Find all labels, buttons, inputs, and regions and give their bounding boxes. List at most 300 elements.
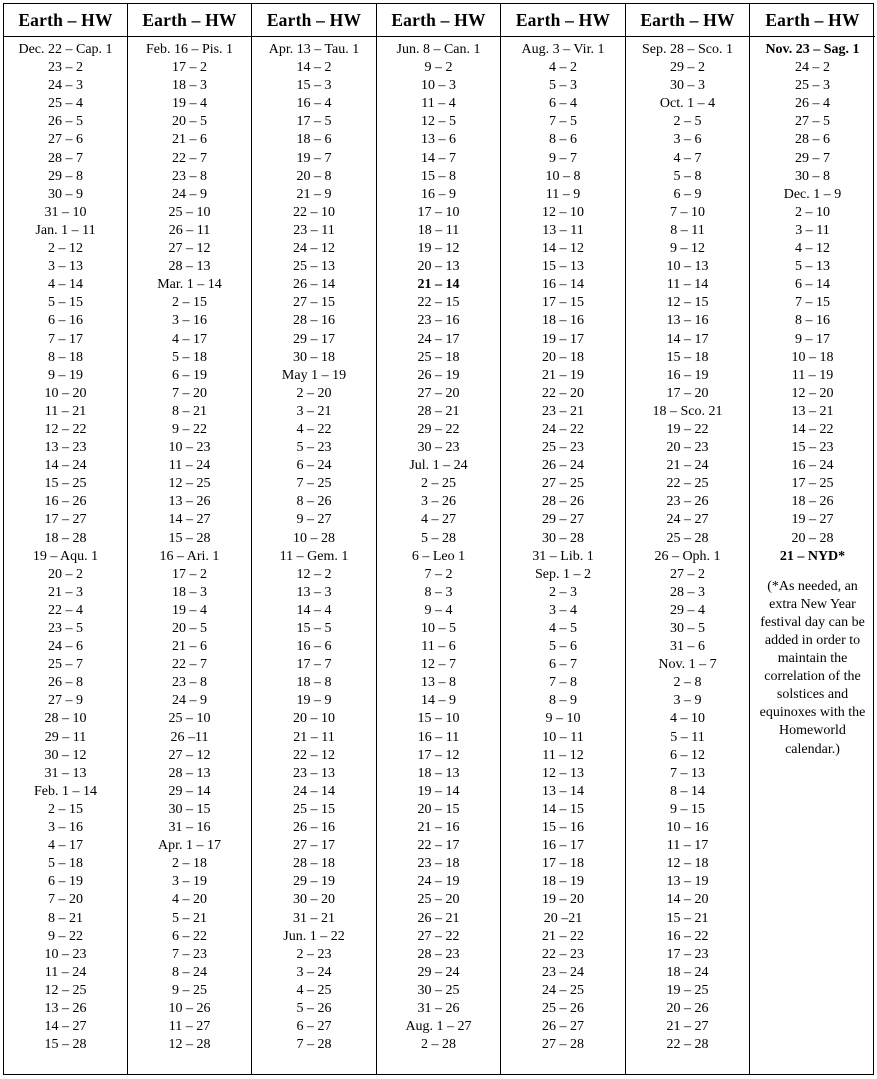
date-correlation-cell: 20 – 26 xyxy=(666,1000,709,1016)
date-correlation-cell: Sep. 1 – 2 xyxy=(535,566,591,582)
date-correlation-cell: 8 – 9 xyxy=(549,693,577,709)
date-correlation-cell: 25 – 26 xyxy=(542,1000,584,1016)
date-correlation-cell: 26 – 4 xyxy=(795,96,830,112)
date-correlation-cell: 24 – 14 xyxy=(293,783,335,799)
date-correlation-cell: 16 – 22 xyxy=(666,928,709,944)
date-correlation-cell: 22 – 15 xyxy=(417,295,460,311)
date-correlation-cell: 28 – 23 xyxy=(417,946,460,962)
date-correlation-cell: 6 – 16 xyxy=(48,313,83,329)
date-correlation-cell: 25 – 13 xyxy=(293,259,335,275)
date-correlation-cell: 2 – 15 xyxy=(48,801,83,817)
date-correlation-cell: 2 – 18 xyxy=(172,856,207,872)
date-correlation-cell: 22 – 25 xyxy=(666,476,709,492)
date-correlation-cell: 23 – 26 xyxy=(666,494,709,510)
date-correlation-cell: 15 – 10 xyxy=(417,711,460,727)
date-correlation-cell: 12 – 22 xyxy=(44,421,87,437)
date-correlation-cell: 9 – 2 xyxy=(424,60,453,76)
date-correlation-cell: 29 – 8 xyxy=(48,168,83,184)
date-correlation-cell: Mar. 1 – 14 xyxy=(157,277,222,293)
date-correlation-cell: 5 – 18 xyxy=(172,349,207,365)
date-correlation-cell: 3 – 19 xyxy=(172,874,207,890)
column-header: Earth – HW xyxy=(252,4,376,37)
date-correlation-cell: 13 – 23 xyxy=(44,440,87,456)
date-correlation-cell: 14 – 9 xyxy=(421,693,456,709)
date-correlation-cell: 10 – 5 xyxy=(421,621,456,636)
date-correlation-cell: 22 – 12 xyxy=(293,747,335,763)
date-correlation-cell: 2 – 8 xyxy=(673,675,702,691)
date-correlation-cell: 17 – 27 xyxy=(44,512,87,528)
date-correlation-cell: 13 – 21 xyxy=(791,403,834,419)
column-cells xyxy=(626,37,749,1054)
date-correlation-cell: 16 – 6 xyxy=(296,639,332,655)
column-header: Earth – HW xyxy=(128,4,251,37)
date-correlation-cell: 20 – 5 xyxy=(172,621,207,636)
date-correlation-cell: 17 – 12 xyxy=(417,747,460,763)
date-correlation-cell: 16 – 19 xyxy=(666,367,709,383)
date-correlation-cell: 15 – 3 xyxy=(296,78,332,94)
date-correlation-cell: 7 – 13 xyxy=(670,765,705,781)
date-correlation-cell: 6 – Leo 1 xyxy=(411,548,466,564)
date-correlation-cell: 9 – 12 xyxy=(670,241,705,257)
date-correlation-cell: 21 – 6 xyxy=(172,132,207,148)
date-correlation-cell: 10 – 28 xyxy=(293,530,335,546)
date-correlation-cell: 6 – 12 xyxy=(670,747,705,763)
date-correlation-cell: 12 – 25 xyxy=(44,982,87,998)
date-correlation-cell: 4 – 17 xyxy=(48,838,83,854)
date-correlation-cell: 28 – 6 xyxy=(795,132,830,148)
date-correlation-cell: 24 – 2 xyxy=(795,60,830,76)
date-correlation-cell: 19 – Aqu. 1 xyxy=(32,548,99,564)
date-correlation-cell: 12 – 5 xyxy=(421,114,456,130)
date-correlation-cell: 23 – 2 xyxy=(48,60,83,76)
date-correlation-cell: Aug. 1 – 27 xyxy=(405,1019,472,1035)
date-correlation-cell: 21 – 27 xyxy=(666,1019,709,1035)
date-correlation-cell: 22 – 7 xyxy=(172,657,207,673)
date-correlation-cell: 23 – 5 xyxy=(48,621,83,636)
date-correlation-cell: 19 – 17 xyxy=(542,331,584,347)
date-correlation-cell: 27 – 12 xyxy=(168,241,211,257)
date-correlation-cell: 3 – 11 xyxy=(795,222,830,238)
date-correlation-cell: 6 – 24 xyxy=(296,458,332,474)
date-correlation-cell: 19 – 4 xyxy=(172,602,207,618)
date-correlation-cell: 8 – 16 xyxy=(795,313,830,329)
date-correlation-cell: 29 – 22 xyxy=(417,421,460,437)
date-correlation-cell: 6 – 22 xyxy=(172,928,207,944)
date-correlation-cell: 13 – 26 xyxy=(44,1000,87,1016)
date-correlation-cell: 19 – 20 xyxy=(542,892,584,908)
date-correlation-cell: 5 – 28 xyxy=(421,530,456,546)
date-correlation-cell: 10 – 8 xyxy=(545,168,581,184)
date-correlation-cell: 9 – 7 xyxy=(549,150,577,166)
date-correlation-cell: 12 – 25 xyxy=(168,476,211,492)
date-correlation-cell: 26 – 27 xyxy=(542,1019,584,1035)
date-correlation-cell: 23 – 11 xyxy=(293,222,335,238)
date-correlation-cell: 4 – 12 xyxy=(795,241,830,257)
date-correlation-cell: Dec. 22 – Cap. 1 xyxy=(18,42,113,57)
date-correlation-cell: 11 – 17 xyxy=(666,838,709,854)
date-correlation-cell: 6 – 19 xyxy=(48,874,83,890)
date-correlation-cell: 26 – 24 xyxy=(542,458,584,474)
date-correlation-cell: 14 – 4 xyxy=(296,602,332,618)
date-correlation-cell: 15 – 23 xyxy=(791,440,834,456)
date-correlation-cell: 5 – 6 xyxy=(549,639,577,655)
date-correlation-cell: 15 – 21 xyxy=(666,910,709,926)
date-correlation-cell: 13 – 3 xyxy=(296,584,332,600)
date-correlation-cell: 2 – 15 xyxy=(172,295,207,311)
calendar-column-2 xyxy=(128,4,252,1074)
date-correlation-cell: 17 – 2 xyxy=(172,566,207,582)
date-correlation-cell: 26 – 14 xyxy=(293,277,335,293)
date-correlation-cell: 7 – 10 xyxy=(670,204,705,220)
date-correlation-cell: 9 – 4 xyxy=(424,602,453,618)
date-correlation-cell: 29 – 19 xyxy=(293,874,335,890)
date-correlation-cell: 25 – 4 xyxy=(48,96,83,112)
date-correlation-cell: 6 – 9 xyxy=(673,186,702,202)
date-correlation-cell: 9 – 22 xyxy=(172,421,207,437)
date-correlation-cell: 17 – 15 xyxy=(542,295,584,311)
date-correlation-cell: 4 – 7 xyxy=(673,150,702,166)
date-correlation-cell: 13 – 26 xyxy=(168,494,211,510)
date-correlation-cell: 22 – 10 xyxy=(293,204,335,220)
column-cells xyxy=(252,37,376,1054)
date-correlation-cell: 10 – 23 xyxy=(168,440,211,456)
calendar-column-6 xyxy=(626,4,750,1074)
date-correlation-cell: 8 – 21 xyxy=(172,403,207,419)
date-correlation-cell: 19 – 9 xyxy=(296,693,332,709)
date-correlation-cell: 18 – 3 xyxy=(172,78,207,94)
date-correlation-cell: 23 – 8 xyxy=(172,168,207,184)
date-correlation-cell: 15 – 16 xyxy=(542,820,584,836)
date-correlation-cell: 14 – 27 xyxy=(44,1019,87,1035)
date-correlation-cell: 25 – 23 xyxy=(542,440,584,456)
date-correlation-cell: 17 – 2 xyxy=(172,60,207,76)
date-correlation-cell: 5 – 23 xyxy=(296,440,332,456)
date-correlation-cell: 18 – 8 xyxy=(296,675,332,691)
date-correlation-cell: 24 – 27 xyxy=(666,512,709,528)
date-correlation-cell: 24 – 17 xyxy=(417,331,460,347)
date-correlation-cell: 14 – 12 xyxy=(542,241,584,257)
date-correlation-cell: 24 – 19 xyxy=(417,874,460,890)
date-correlation-cell: 19 – 4 xyxy=(172,96,207,112)
date-correlation-cell: 21 – 6 xyxy=(172,639,207,655)
date-correlation-cell: 8 – 24 xyxy=(172,964,207,980)
date-correlation-cell: 5 – 21 xyxy=(172,910,207,926)
column-header: Earth – HW xyxy=(4,4,127,37)
date-correlation-cell: 21 – NYD* xyxy=(779,548,846,564)
date-correlation-cell: 10 – 11 xyxy=(542,729,584,745)
date-correlation-cell: 19 – 12 xyxy=(417,241,460,257)
date-correlation-cell: 31 – 6 xyxy=(670,639,705,655)
date-correlation-cell: 4 – 2 xyxy=(549,60,577,76)
date-correlation-cell: Feb. 1 – 14 xyxy=(34,783,97,799)
column-cells xyxy=(501,37,625,1054)
date-correlation-cell: 18 – 28 xyxy=(44,530,87,546)
date-correlation-cell: 18 – 3 xyxy=(172,584,207,600)
column-cells xyxy=(128,37,251,1054)
date-correlation-cell: 13 – 11 xyxy=(542,222,584,238)
date-correlation-cell: 10 – 26 xyxy=(168,1000,211,1016)
date-correlation-cell: 3 – 21 xyxy=(296,403,332,419)
date-correlation-cell: 6 – 27 xyxy=(296,1019,332,1035)
date-correlation-cell: 17 – 7 xyxy=(296,657,332,673)
date-correlation-cell: 12 – 15 xyxy=(666,295,709,311)
date-correlation-cell: 3 – 16 xyxy=(172,313,207,329)
date-correlation-cell: 14 – 20 xyxy=(666,892,709,908)
date-correlation-cell: 8 – 6 xyxy=(549,132,577,148)
date-correlation-cell: 4 – 5 xyxy=(549,621,577,636)
footnote: (*As needed, an extra New Year festival day can be added in order to maintain the correlation of the solstices and equinoxes with the Homeworld calendar.) xyxy=(759,578,866,757)
date-correlation-cell: 11 – 27 xyxy=(168,1019,211,1035)
date-correlation-cell: 5 – 18 xyxy=(48,856,83,872)
date-correlation-cell: 28 – 7 xyxy=(48,150,83,166)
date-correlation-cell: Jun. 8 – Can. 1 xyxy=(396,42,481,57)
date-correlation-cell: 20 –21 xyxy=(543,910,583,926)
date-correlation-cell: 30 – 9 xyxy=(48,186,83,202)
date-correlation-cell: 22 – 4 xyxy=(48,602,83,618)
date-correlation-cell: 8 – 3 xyxy=(424,584,453,600)
date-correlation-cell: 4 – 25 xyxy=(296,982,332,998)
date-correlation-cell: 12 – 20 xyxy=(791,385,834,401)
date-correlation-cell: May 1 – 19 xyxy=(281,367,347,383)
date-correlation-cell: 7 – 15 xyxy=(795,295,830,311)
date-correlation-cell: 3 – 16 xyxy=(48,820,83,836)
date-correlation-cell: 5 – 13 xyxy=(795,259,830,275)
date-correlation-cell: 2 – 3 xyxy=(549,584,577,600)
date-correlation-cell: 30 – 5 xyxy=(670,621,705,636)
date-correlation-cell: 25 – 15 xyxy=(293,801,335,817)
date-correlation-cell: 8 – 26 xyxy=(296,494,332,510)
date-correlation-cell: 15 – 18 xyxy=(666,349,709,365)
date-correlation-cell: 10 – 16 xyxy=(666,820,709,836)
date-correlation-cell: 30 – 25 xyxy=(417,982,460,998)
date-correlation-cell: 24 – 9 xyxy=(172,186,207,202)
column-header: Earth – HW xyxy=(750,4,875,37)
date-correlation-cell: 27 – 12 xyxy=(168,747,211,763)
date-correlation-cell: 20 – 13 xyxy=(417,259,460,275)
date-correlation-cell: 5 – 3 xyxy=(549,78,577,94)
date-correlation-cell: 27 – 2 xyxy=(670,566,705,582)
date-correlation-cell: 30 – 12 xyxy=(44,747,87,763)
date-correlation-cell: 4 – 10 xyxy=(670,711,705,727)
date-correlation-cell: 2 – 20 xyxy=(296,385,332,401)
date-correlation-cell: 10 – 13 xyxy=(666,259,709,275)
date-correlation-cell: 21 – 3 xyxy=(48,584,83,600)
date-correlation-cell: 26 – 19 xyxy=(417,367,460,383)
date-correlation-cell: 2 – 23 xyxy=(296,946,332,962)
date-correlation-cell: 15 – 13 xyxy=(542,259,584,275)
date-correlation-cell: 27 – 17 xyxy=(293,838,335,854)
date-correlation-cell: 18 – 16 xyxy=(542,313,584,329)
date-correlation-cell: 29 – 24 xyxy=(417,964,460,980)
date-correlation-cell: 28 – 10 xyxy=(44,711,87,727)
date-correlation-cell: 5 – 8 xyxy=(673,168,702,184)
date-correlation-cell: 21 – 11 xyxy=(293,729,335,745)
date-correlation-cell: 5 – 11 xyxy=(670,729,705,745)
date-correlation-cell: 8 – 11 xyxy=(670,222,705,238)
date-correlation-cell: 3 – 6 xyxy=(673,132,702,148)
date-correlation-cell: 12 – 28 xyxy=(168,1037,211,1053)
date-correlation-cell: 28 – 18 xyxy=(293,856,335,872)
date-correlation-cell: 14 – 22 xyxy=(791,421,834,437)
date-correlation-cell: 29 – 14 xyxy=(168,783,211,799)
date-correlation-cell: 23 – 18 xyxy=(417,856,460,872)
date-correlation-cell: 18 – Sco. 21 xyxy=(652,403,723,419)
date-correlation-cell: 31 – 26 xyxy=(417,1000,460,1016)
date-correlation-cell: 28 – 21 xyxy=(417,403,460,419)
date-correlation-cell: 7 – 20 xyxy=(48,892,83,908)
date-correlation-cell: 9 – 15 xyxy=(670,801,705,817)
date-correlation-cell: 6 – 7 xyxy=(549,657,577,673)
date-correlation-cell: 31 – 13 xyxy=(44,765,87,781)
date-correlation-cell: 8 – 14 xyxy=(670,783,705,799)
date-correlation-cell: 21 – 22 xyxy=(542,928,584,944)
date-correlation-cell: 2 – 12 xyxy=(48,241,83,257)
date-correlation-cell: 30 – 28 xyxy=(542,530,584,546)
date-correlation-cell: 15 – 8 xyxy=(421,168,456,184)
date-correlation-cell: 16 – 24 xyxy=(791,458,834,474)
date-correlation-cell: 6 – 4 xyxy=(549,96,577,112)
date-correlation-cell: 20 – 15 xyxy=(417,801,460,817)
date-correlation-cell: 14 – 27 xyxy=(168,512,211,528)
date-correlation-cell: 29 – 27 xyxy=(542,512,584,528)
date-correlation-cell: 11 – 19 xyxy=(791,367,834,383)
date-correlation-cell: 30 – 3 xyxy=(670,78,705,94)
date-correlation-cell: 4 – 20 xyxy=(172,892,207,908)
date-correlation-cell: Jun. 1 – 22 xyxy=(283,928,345,944)
date-correlation-cell: 17 – 18 xyxy=(542,856,584,872)
date-correlation-cell: 19 – 7 xyxy=(296,150,332,166)
date-correlation-cell: 22 – 20 xyxy=(542,385,584,401)
date-correlation-cell: 17 – 20 xyxy=(666,385,709,401)
date-correlation-cell: 31 – Lib. 1 xyxy=(532,548,594,564)
date-correlation-cell: 13 – 6 xyxy=(421,132,456,148)
date-correlation-cell: Jan. 1 – 11 xyxy=(35,222,96,238)
date-correlation-cell: 11 – 24 xyxy=(44,964,87,980)
date-correlation-cell: 27 – 15 xyxy=(293,295,335,311)
date-correlation-cell: 27 – 20 xyxy=(417,385,460,401)
date-correlation-cell: 19 – 22 xyxy=(666,421,709,437)
date-correlation-cell: 15 – 5 xyxy=(296,621,332,636)
date-correlation-cell: 30 – 20 xyxy=(293,892,335,908)
date-correlation-cell: 9 – 25 xyxy=(172,982,207,998)
date-correlation-cell: 16 – Ari. 1 xyxy=(159,548,220,564)
date-correlation-cell: 16 – 9 xyxy=(421,186,456,202)
date-correlation-cell: 24 – 12 xyxy=(293,241,335,257)
date-correlation-cell: 21 – 24 xyxy=(666,458,709,474)
date-correlation-cell: 3 – 4 xyxy=(549,602,577,618)
date-correlation-cell: 21 – 9 xyxy=(296,186,332,202)
date-correlation-cell: 20 – 18 xyxy=(542,349,584,365)
date-correlation-cell: 15 – 28 xyxy=(44,1037,87,1053)
date-correlation-cell: 2 – 25 xyxy=(421,476,456,492)
calendar-column-4 xyxy=(377,4,501,1074)
date-correlation-cell: 7 – 28 xyxy=(296,1037,332,1053)
date-correlation-cell: 23 – 16 xyxy=(417,313,460,329)
date-correlation-cell: 3 – 24 xyxy=(296,964,332,980)
date-correlation-cell: Apr. 13 – Tau. 1 xyxy=(268,42,360,57)
date-correlation-cell: 15 – 25 xyxy=(44,476,87,492)
date-correlation-cell: 28 – 16 xyxy=(293,313,335,329)
date-correlation-cell: 7 – 5 xyxy=(549,114,577,130)
calendar-column-5 xyxy=(501,4,626,1074)
date-correlation-cell: 9 – 27 xyxy=(296,512,332,528)
date-correlation-cell: 13 – 14 xyxy=(542,783,584,799)
date-correlation-cell: 18 – 11 xyxy=(417,222,460,238)
date-correlation-cell: 30 – 18 xyxy=(293,349,335,365)
date-correlation-cell: 12 – 13 xyxy=(542,765,584,781)
date-correlation-cell: 20 – 5 xyxy=(172,114,207,130)
date-correlation-cell: Nov. 23 – Sag. 1 xyxy=(765,42,860,57)
calendar-column-3 xyxy=(252,4,377,1074)
date-correlation-cell: 23 – 13 xyxy=(293,765,335,781)
date-correlation-cell: 29 – 4 xyxy=(670,602,705,618)
date-correlation-cell: 28 – 3 xyxy=(670,584,705,600)
date-correlation-cell: 9 – 17 xyxy=(795,331,830,347)
date-correlation-cell: 27 – 9 xyxy=(48,693,83,709)
date-correlation-cell: 11 – 24 xyxy=(168,458,211,474)
date-correlation-cell: Aug. 3 – Vir. 1 xyxy=(521,42,605,57)
date-correlation-cell: 13 – 19 xyxy=(666,874,709,890)
date-correlation-cell: 3 – 13 xyxy=(48,259,83,275)
date-correlation-cell: 9 – 22 xyxy=(48,928,83,944)
date-correlation-cell: 19 – 25 xyxy=(666,982,709,998)
date-correlation-cell: 25 – 20 xyxy=(417,892,460,908)
date-correlation-cell: 12 – 18 xyxy=(666,856,709,872)
date-correlation-cell: 26 – 21 xyxy=(417,910,460,926)
date-correlation-cell: Nov. 1 – 7 xyxy=(658,657,717,673)
date-correlation-cell: 11 – 12 xyxy=(542,747,584,763)
date-correlation-cell: 31 – 10 xyxy=(44,204,87,220)
date-correlation-cell: 2 – 5 xyxy=(673,114,702,130)
date-correlation-cell: 21 – 16 xyxy=(417,820,460,836)
date-correlation-cell: 12 – 10 xyxy=(542,204,584,220)
date-correlation-cell: 8 – 18 xyxy=(48,349,83,365)
date-correlation-cell: 5 – 26 xyxy=(296,1000,332,1016)
date-correlation-cell: 14 – 7 xyxy=(421,150,456,166)
date-correlation-cell: 11 – Gem. 1 xyxy=(279,548,349,564)
date-correlation-cell: 31 – 21 xyxy=(293,910,335,926)
date-correlation-cell: 21 – 14 xyxy=(417,277,460,293)
date-correlation-cell: 23 – 24 xyxy=(542,964,584,980)
date-correlation-cell: 20 – 10 xyxy=(293,711,335,727)
date-correlation-cell: 17 – 10 xyxy=(417,204,460,220)
date-correlation-cell: 9 – 10 xyxy=(545,711,581,727)
column-cells xyxy=(377,37,500,1054)
calendar-column-7 xyxy=(750,4,875,1074)
date-correlation-cell: 19 – 14 xyxy=(417,783,460,799)
date-correlation-cell: Apr. 1 – 17 xyxy=(158,838,221,854)
date-correlation-cell: 20 – 28 xyxy=(791,530,834,546)
date-correlation-cell: 16 – 17 xyxy=(542,838,584,854)
date-correlation-cell: 7 – 20 xyxy=(172,385,207,401)
date-correlation-cell: 11 – 21 xyxy=(44,403,87,419)
date-correlation-cell: 25 – 3 xyxy=(795,78,830,94)
date-correlation-cell: Dec. 1 – 9 xyxy=(783,186,842,202)
date-correlation-cell: 29 – 2 xyxy=(670,60,705,76)
date-correlation-cell: 18 – 19 xyxy=(542,874,584,890)
date-correlation-cell: 7 – 17 xyxy=(48,331,83,347)
date-correlation-cell: 27 – 6 xyxy=(48,132,83,148)
date-correlation-cell: 25 – 7 xyxy=(48,657,83,673)
date-correlation-cell: 26 – 16 xyxy=(293,820,335,836)
date-correlation-cell: 25 – 10 xyxy=(168,711,211,727)
date-correlation-cell: 3 – 9 xyxy=(673,693,702,709)
date-correlation-cell: 22 – 7 xyxy=(172,150,207,166)
date-correlation-cell: 28 – 13 xyxy=(168,259,211,275)
date-correlation-cell: 23 – 21 xyxy=(542,403,584,419)
date-correlation-cell: 28 – 13 xyxy=(168,765,211,781)
date-correlation-cell: 20 – 2 xyxy=(48,566,83,582)
